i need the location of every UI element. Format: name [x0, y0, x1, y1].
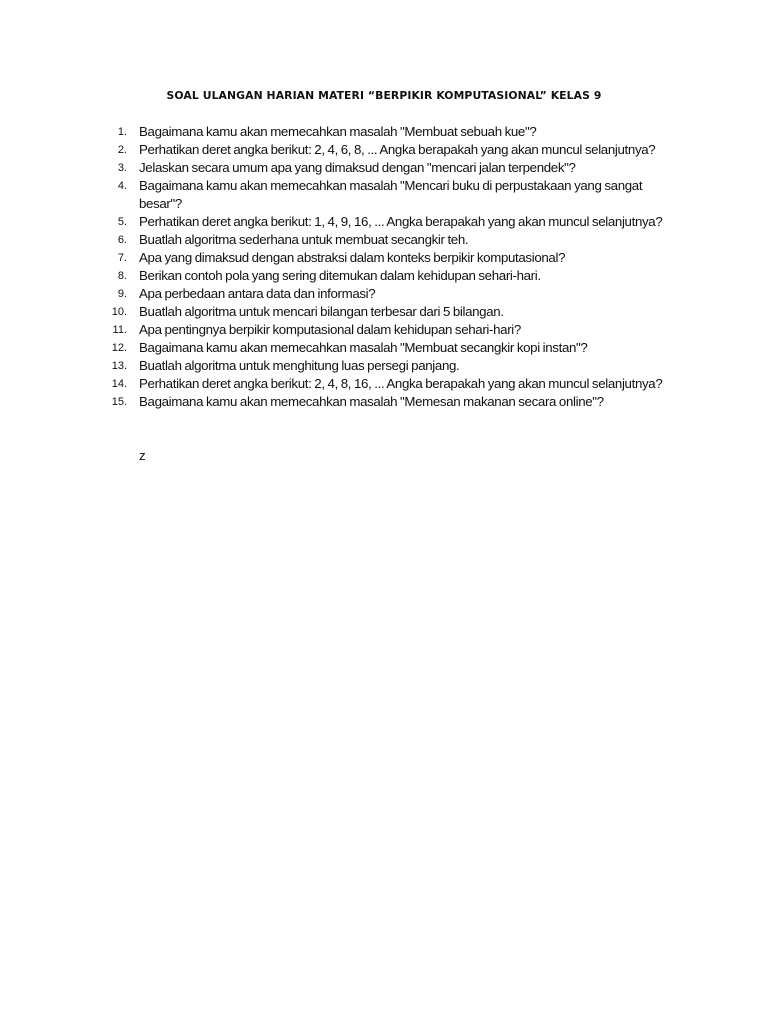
question-item [100, 123, 680, 141]
question-number: 11. [112, 324, 127, 336]
question-text: Apa pentingnya berpikir komputasional dalam kehidupan sehari-hari? [139, 322, 521, 337]
question-text: Perhatikan deret angka berikut: 2, 4, 8, 16, ... Angka berapakah yang akan muncul selanjutnya? [139, 376, 663, 391]
question-number: 3. [117, 162, 127, 174]
question-item [100, 267, 680, 285]
question-item [100, 213, 680, 231]
question-number: 8. [117, 270, 127, 282]
question-item [100, 159, 680, 177]
question-number: 14. [111, 378, 127, 390]
question-number: 15. [111, 396, 127, 408]
question-list [100, 123, 680, 411]
question-text: Buatlah algoritma untuk menghitung luas persegi panjang. [139, 358, 460, 373]
question-text: Jelaskan secara umum apa yang dimaksud dengan "mencari jalan terpendek"? [139, 160, 576, 175]
question-text: Perhatikan deret angka berikut: 2, 4, 6, 8, ... Angka berapakah yang akan muncul selanjutnya? [139, 142, 656, 157]
question-item [100, 321, 680, 339]
question-item [100, 375, 680, 393]
question-text: Bagaimana kamu akan memecahkan masalah "Memesan makanan secara online"? [139, 394, 604, 409]
question-item [100, 141, 680, 159]
question-text: Apa perbedaan antara data dan informasi? [139, 286, 376, 301]
question-number: 12. [111, 342, 127, 354]
question-number: 2. [117, 144, 127, 156]
question-item [100, 249, 680, 267]
question-number: 10. [111, 306, 127, 318]
trailing-text: z [139, 448, 146, 463]
document-title: SOAL ULANGAN HARIAN MATERI “BERPIKIR KOMPUTASIONAL” KELAS 9 [166, 89, 602, 102]
question-text: Berikan contoh pola yang sering ditemukan dalam kehidupan sehari-hari. [139, 268, 541, 283]
question-number: 9. [117, 288, 127, 300]
question-number: 5. [117, 216, 127, 228]
question-text: Buatlah algoritma sederhana untuk membuat secangkir teh. [139, 232, 469, 247]
question-item [100, 393, 680, 411]
question-item [100, 303, 680, 321]
question-text: Bagaimana kamu akan memecahkan masalah "Mencari buku di perpustakaan yang sangat besar"? [139, 178, 643, 211]
question-item [100, 339, 680, 357]
question-item [100, 231, 680, 249]
question-text: Perhatikan deret angka berikut: 1, 4, 9, 16, ... Angka berapakah yang akan muncul selanjutnya? [139, 214, 663, 229]
question-text: Bagaimana kamu akan memecahkan masalah "Membuat secangkir kopi instan"? [139, 340, 588, 355]
question-number: 13. [111, 360, 127, 372]
question-text: Bagaimana kamu akan memecahkan masalah "Membuat sebuah kue"? [139, 124, 537, 139]
question-number: 4. [117, 180, 127, 192]
question-text: Apa yang dimaksud dengan abstraksi dalam konteks berpikir komputasional? [139, 250, 566, 265]
question-number: 1. [117, 126, 127, 138]
question-item [100, 285, 680, 303]
question-item [100, 177, 680, 213]
question-item [100, 357, 680, 375]
question-number: 7. [117, 252, 127, 264]
question-text: Buatlah algoritma untuk mencari bilangan terbesar dari 5 bilangan. [139, 304, 504, 319]
question-number: 6. [117, 234, 127, 246]
